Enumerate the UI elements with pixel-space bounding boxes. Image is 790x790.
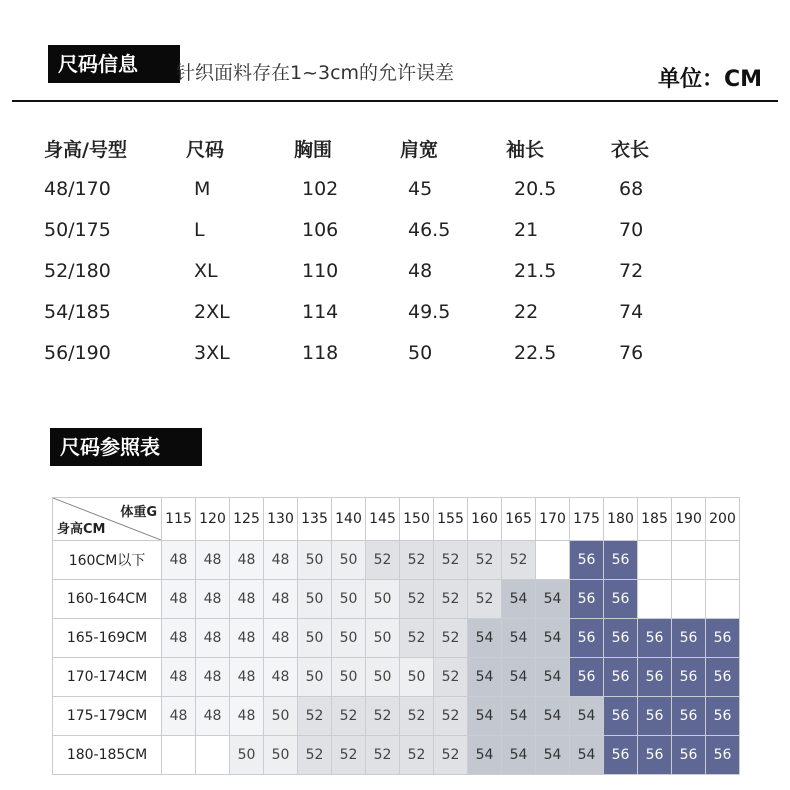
weight-header: 185 xyxy=(638,498,672,541)
size-value-cell: 56 xyxy=(638,736,672,775)
size-value-cell: 48 xyxy=(264,541,298,580)
size-row xyxy=(40,209,699,250)
size-cell: 2XL xyxy=(194,300,230,323)
size-value-cell: 54 xyxy=(502,658,536,697)
size-value-cell: 54 xyxy=(536,580,570,619)
size-value-cell xyxy=(706,541,740,580)
size-value-cell: 52 xyxy=(434,541,468,580)
size-cell: 72 xyxy=(619,259,644,282)
size-value-cell xyxy=(638,580,672,619)
weight-header: 125 xyxy=(230,498,264,541)
size-value-cell: 48 xyxy=(230,541,264,580)
size-value-cell: 50 xyxy=(298,658,332,697)
size-value-cell: 54 xyxy=(536,619,570,658)
size-value-cell: 56 xyxy=(604,736,638,775)
size-value-cell: 48 xyxy=(230,619,264,658)
weight-header: 135 xyxy=(298,498,332,541)
size-value-cell: 48 xyxy=(196,658,230,697)
size-value-cell: 56 xyxy=(672,736,706,775)
reference-row xyxy=(53,580,740,619)
size-value-cell: 48 xyxy=(162,580,196,619)
size-value-cell: 54 xyxy=(468,619,502,658)
size-cell: 50/175 xyxy=(44,218,111,241)
size-value-cell: 54 xyxy=(468,658,502,697)
size-value-cell: 50 xyxy=(264,736,298,775)
size-value-cell: 50 xyxy=(230,736,264,775)
size-cell: 48/170 xyxy=(44,177,111,200)
size-row xyxy=(40,168,699,209)
size-value-cell: 52 xyxy=(434,580,468,619)
weight-header: 130 xyxy=(264,498,298,541)
reference-row xyxy=(53,658,740,697)
size-value-cell: 56 xyxy=(570,580,604,619)
weight-header: 165 xyxy=(502,498,536,541)
size-value-cell: 56 xyxy=(570,541,604,580)
size-value-cell: 48 xyxy=(162,619,196,658)
size-value-cell xyxy=(672,580,706,619)
size-value-cell: 48 xyxy=(162,658,196,697)
size-cell: 102 xyxy=(302,177,339,200)
weight-header: 120 xyxy=(196,498,230,541)
size-value-cell: 56 xyxy=(706,736,740,775)
size-value-cell: 56 xyxy=(604,580,638,619)
size-value-cell: 52 xyxy=(366,541,400,580)
size-value-cell: 52 xyxy=(434,658,468,697)
size-cell: 3XL xyxy=(194,341,230,364)
size-value-cell: 48 xyxy=(264,658,298,697)
size-cell: 114 xyxy=(302,300,339,323)
size-value-cell: 52 xyxy=(332,697,366,736)
height-label: 170-174CM xyxy=(53,658,162,697)
size-value-cell: 52 xyxy=(502,541,536,580)
col-shoulder: 肩宽 xyxy=(400,138,439,161)
size-value-cell: 52 xyxy=(400,580,434,619)
size-cell: 50 xyxy=(408,341,433,364)
col-height-model: 身高/号型 xyxy=(44,138,127,161)
weight-header: 145 xyxy=(366,498,400,541)
size-value-cell xyxy=(672,541,706,580)
size-reference-title: 尺码参照表 xyxy=(50,428,202,466)
size-value-cell: 50 xyxy=(332,658,366,697)
size-value-cell: 56 xyxy=(706,697,740,736)
divider xyxy=(12,100,778,102)
size-value-cell: 52 xyxy=(468,580,502,619)
size-value-cell: 56 xyxy=(638,658,672,697)
weight-header: 150 xyxy=(400,498,434,541)
size-value-cell: 50 xyxy=(298,580,332,619)
size-value-cell: 52 xyxy=(434,736,468,775)
size-value-cell: 54 xyxy=(468,697,502,736)
size-value-cell: 52 xyxy=(366,736,400,775)
size-cell: 70 xyxy=(619,218,644,241)
weight-header: 180 xyxy=(604,498,638,541)
weight-header: 190 xyxy=(672,498,706,541)
size-cell: 68 xyxy=(619,177,644,200)
size-value-cell: 50 xyxy=(298,541,332,580)
size-value-cell: 50 xyxy=(366,658,400,697)
weight-axis-label: 体重G xyxy=(120,505,157,520)
size-cell: 118 xyxy=(302,341,339,364)
size-cell: 20.5 xyxy=(514,177,557,200)
size-cell: 48 xyxy=(408,259,433,282)
col-chest: 胸围 xyxy=(294,138,333,161)
size-value-cell: 48 xyxy=(230,580,264,619)
height-label: 175-179CM xyxy=(53,697,162,736)
size-value-cell: 48 xyxy=(196,580,230,619)
size-cell: 45 xyxy=(408,177,433,200)
size-value-cell: 56 xyxy=(604,541,638,580)
height-label: 165-169CM xyxy=(53,619,162,658)
size-value-cell: 52 xyxy=(400,619,434,658)
corner-cell xyxy=(53,498,162,541)
size-cell: 56/190 xyxy=(44,341,111,364)
col-sleeve: 袖长 xyxy=(506,138,545,161)
size-value-cell: 54 xyxy=(502,580,536,619)
reference-header-row xyxy=(53,498,740,541)
size-row xyxy=(40,291,699,332)
size-row xyxy=(40,250,699,291)
size-info-title: 尺码信息 xyxy=(48,45,180,83)
weight-header: 175 xyxy=(570,498,604,541)
size-value-cell: 56 xyxy=(638,619,672,658)
size-value-cell: 50 xyxy=(332,619,366,658)
size-value-cell: 50 xyxy=(298,619,332,658)
size-value-cell xyxy=(706,580,740,619)
size-cell: 49.5 xyxy=(408,300,451,323)
unit-label: 单位：CM xyxy=(657,67,762,92)
tolerance-note: 针织面料存在1~3cm的允许误差 xyxy=(176,62,455,84)
size-cell: 110 xyxy=(302,259,339,282)
size-value-cell: 48 xyxy=(196,541,230,580)
weight-header: 160 xyxy=(468,498,502,541)
reference-row xyxy=(53,619,740,658)
size-value-cell xyxy=(162,736,196,775)
size-value-cell: 54 xyxy=(502,697,536,736)
weight-header: 170 xyxy=(536,498,570,541)
height-label: 160-164CM xyxy=(53,580,162,619)
weight-header: 140 xyxy=(332,498,366,541)
size-cell: 52/180 xyxy=(44,259,111,282)
size-value-cell: 52 xyxy=(366,697,400,736)
size-value-cell: 48 xyxy=(230,697,264,736)
size-value-cell: 50 xyxy=(366,619,400,658)
size-value-cell: 52 xyxy=(434,697,468,736)
size-value-cell: 56 xyxy=(638,697,672,736)
size-cell: 22.5 xyxy=(514,341,557,364)
size-value-cell: 52 xyxy=(400,541,434,580)
size-value-cell: 50 xyxy=(264,697,298,736)
size-value-cell: 54 xyxy=(502,736,536,775)
size-value-cell: 54 xyxy=(570,697,604,736)
size-value-cell: 50 xyxy=(332,580,366,619)
weight-header: 155 xyxy=(434,498,468,541)
size-value-cell: 56 xyxy=(570,658,604,697)
col-size: 尺码 xyxy=(186,138,225,161)
height-axis-label: 身高CM xyxy=(57,522,106,537)
size-value-cell xyxy=(196,736,230,775)
weight-header: 200 xyxy=(706,498,740,541)
size-value-cell: 56 xyxy=(706,658,740,697)
size-cell: 106 xyxy=(302,218,339,241)
size-cell: 22 xyxy=(514,300,539,323)
reference-row xyxy=(53,697,740,736)
size-table xyxy=(40,128,699,373)
size-value-cell: 52 xyxy=(434,619,468,658)
size-value-cell: 52 xyxy=(298,736,332,775)
size-value-cell xyxy=(638,541,672,580)
weight-header: 115 xyxy=(162,498,196,541)
size-value-cell: 48 xyxy=(264,619,298,658)
size-value-cell: 50 xyxy=(332,541,366,580)
size-cell: 21.5 xyxy=(514,259,557,282)
size-value-cell: 56 xyxy=(672,619,706,658)
size-value-cell: 56 xyxy=(570,619,604,658)
size-value-cell: 48 xyxy=(162,541,196,580)
size-value-cell: 54 xyxy=(468,736,502,775)
size-value-cell: 54 xyxy=(536,697,570,736)
size-value-cell: 54 xyxy=(502,619,536,658)
size-value-cell: 50 xyxy=(366,580,400,619)
size-value-cell: 48 xyxy=(162,697,196,736)
reference-row xyxy=(53,541,740,580)
size-reference-table xyxy=(52,497,740,775)
size-cell: 54/185 xyxy=(44,300,111,323)
size-cell: 21 xyxy=(514,218,539,241)
size-cell: XL xyxy=(194,259,218,282)
size-value-cell: 56 xyxy=(604,619,638,658)
size-value-cell: 52 xyxy=(468,541,502,580)
size-value-cell: 56 xyxy=(706,619,740,658)
size-table-header xyxy=(40,128,699,168)
size-value-cell: 52 xyxy=(400,697,434,736)
size-value-cell: 56 xyxy=(604,658,638,697)
size-value-cell: 48 xyxy=(264,580,298,619)
size-value-cell xyxy=(536,541,570,580)
size-value-cell: 48 xyxy=(196,619,230,658)
size-value-cell: 56 xyxy=(672,697,706,736)
size-value-cell: 48 xyxy=(230,658,264,697)
size-cell: 76 xyxy=(619,341,644,364)
col-length: 衣长 xyxy=(611,138,650,161)
size-cell: M xyxy=(194,177,211,200)
height-label: 180-185CM xyxy=(53,736,162,775)
height-label: 160CM以下 xyxy=(53,541,162,580)
size-cell: 74 xyxy=(619,300,644,323)
size-value-cell: 56 xyxy=(604,697,638,736)
size-value-cell: 52 xyxy=(332,736,366,775)
size-value-cell: 54 xyxy=(570,736,604,775)
size-row xyxy=(40,332,699,373)
reference-row xyxy=(53,736,740,775)
size-value-cell: 50 xyxy=(400,658,434,697)
size-value-cell: 52 xyxy=(298,697,332,736)
size-cell: 46.5 xyxy=(408,218,451,241)
size-value-cell: 54 xyxy=(536,658,570,697)
size-value-cell: 54 xyxy=(536,736,570,775)
size-value-cell: 56 xyxy=(672,658,706,697)
size-value-cell: 48 xyxy=(196,697,230,736)
size-cell: L xyxy=(194,218,205,241)
size-value-cell: 52 xyxy=(400,736,434,775)
